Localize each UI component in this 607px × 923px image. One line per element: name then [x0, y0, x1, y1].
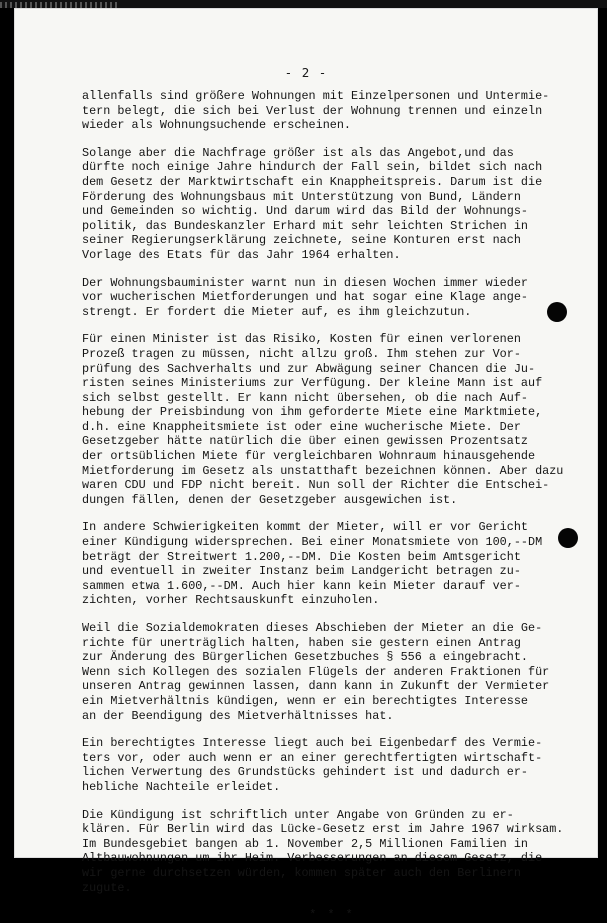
text-line: ters vor, oder auch wenn er an einer gerechtfertigten wirtschaft-	[82, 750, 543, 765]
text-line: tern belegt, die sich bei Verlust der Wohnung trennen und einzeln	[82, 103, 543, 118]
document-page	[14, 8, 598, 923]
text-line: Förderung des Wohnungsbaus mit Unterstützung von Bund, Ländern	[82, 189, 521, 204]
text-line: Vorlage des Etats für das Jahr 1964 erhalten.	[82, 247, 401, 262]
text-line: richte für unerträglich halten, haben sie gestern einen Antrag	[82, 635, 521, 650]
punch-hole-icon	[558, 528, 578, 548]
text-line: In andere Schwierigkeiten kommt der Mieter, will er vor Gericht	[82, 520, 528, 535]
paragraph	[82, 146, 582, 263]
text-line: seiner Regierungserklärung zeichnete, seine Konturen erst nach	[82, 233, 521, 248]
text-line: unseren Antrag gewinnen lassen, dann kann in Zukunft der Vermieter	[82, 679, 550, 694]
text-line: und eventuell in zweiter Instanz beim Landgericht betragen zu-	[82, 564, 521, 579]
text-line: Die Kündigung ist schriftlich unter Angabe von Gründen zu er-	[82, 807, 514, 822]
text-line: Solange aber die Nachfrage größer ist als das Angebot,und das	[82, 145, 514, 160]
text-line: Mietforderung im Gesetz als unstatthaft bezeichnen können. Aber dazu	[82, 463, 564, 478]
text-line: hebliche Nachteile erleidet.	[82, 779, 281, 794]
paragraph	[82, 276, 582, 320]
page-number: - 2 -	[284, 65, 328, 80]
text-line: sammen etwa 1.600,--DM. Auch hier kann kein Mieter darauf ver-	[82, 578, 521, 593]
text-line: prüfung des Sachverhalts und zur Abwägung seiner Chancen die Ju-	[82, 361, 536, 376]
paragraph	[82, 736, 582, 794]
text-line: ein Mietverhältnis kündigen, wenn er ein berechtigtes Interesse	[82, 693, 528, 708]
text-line: dungen fällen, denen der Gesetzgeber ausgewichen ist.	[82, 492, 458, 507]
text-line: und Gemeinden so wichtig. Und darum wird das Bild der Wohnungs-	[82, 204, 528, 219]
paragraph	[82, 808, 582, 896]
paragraph	[82, 621, 582, 723]
text-line: Prozeß tragen zu müssen, nicht allzu groß. Ihm stehen zur Vor-	[82, 346, 521, 361]
text-line: d.h. eine Knappheitsmiete ist oder eine wucherische Miete. Der	[82, 419, 521, 434]
text-line: einer Kündigung widersprechen. Bei einer Monatsmiete von 100,--DM	[82, 535, 543, 550]
text-line: Im Bundesgebiet bangen ab 1. November 2,5 Millionen Familien in	[82, 836, 528, 851]
text-line: Gesetzgeber hätte natürlich die über einen gewissen Prozentsatz	[82, 434, 528, 449]
text-line: Altbauwohnungen um ihr Heim. Verbesserungen an diesem Gesetz, die	[82, 851, 543, 866]
text-line: beträgt der Streitwert 1.200,--DM. Die Kosten beim Amtsgericht	[82, 549, 521, 564]
text-line: Der Wohnungsbauminister warnt nun in diesen Wochen immer wieder	[82, 275, 528, 290]
text-line: vor wucherischen Mietforderungen und hat sogar eine Klage ange-	[82, 290, 528, 305]
text-line: allenfalls sind größere Wohnungen mit Einzelpersonen und Untermie-	[82, 89, 550, 103]
text-line: lichen Verwertung des Grundstücks gehindert ist und dadurch er-	[82, 765, 528, 780]
punch-hole-icon	[547, 302, 567, 322]
paragraph	[82, 332, 582, 507]
paragraph	[82, 520, 582, 608]
text-line: wieder als Wohnungsuchende erscheinen.	[82, 118, 352, 133]
text-line: dem Gesetz der Marktwirtschaft ein Knappheitspreis. Darum ist die	[82, 174, 543, 189]
text-line: wir gerne durchsetzen würden, kommen später auch den Berlinern	[82, 865, 521, 880]
text-line: zur Änderung des Bürgerlichen Gesetzbuches § 556 a eingebracht.	[82, 650, 528, 665]
paragraph	[82, 89, 582, 133]
text-line: Wenn sich Kollegen des sozialen Flügels der anderen Fraktionen für	[82, 664, 550, 679]
text-line: klären. Für Berlin wird das Lücke-Gesetz erst im Jahre 1967 wirksam.	[82, 822, 564, 837]
text-line: Für einen Minister ist das Risiko, Kosten für einen verlorenen	[82, 332, 521, 347]
text-line: der ortsüblichen Miete für vergleichbaren Wohnraum hinausgehende	[82, 449, 536, 464]
text-line: Ein berechtigtes Interesse liegt auch bei Eigenbedarf des Vermie-	[82, 736, 543, 751]
text-line: risten seines Ministeriums zur Verfügung. Der kleine Mann ist auf	[82, 376, 543, 391]
document-body	[82, 89, 582, 923]
text-line: Weil die Sozialdemokraten dieses Abschieben der Mieter an die Ge-	[82, 621, 543, 635]
text-line: zugute.	[82, 880, 132, 895]
text-line: hebung der Preisbindung von ihm geforderte Miete eine Marktmiete,	[82, 405, 543, 420]
text-line: waren CDU und FDP nicht bereit. Nun soll der Richter die Entschei-	[82, 478, 550, 493]
text-line: an der Beendigung des Mietverhältnisses hat.	[82, 708, 394, 723]
text-line: dürfte noch einige Jahre hindurch der Fall sein, bildet sich nach	[82, 160, 543, 175]
text-line: sich selbst gestellt. Er kann nicht übersehen, ob die nach Auf-	[82, 390, 528, 405]
text-line: zichten, vorher Rechtsauskunft einzuholen.	[82, 593, 380, 608]
text-line: strengt. Er fordert die Mieter auf, es ihm gleichzutun.	[82, 304, 472, 319]
closing-mark: * * *	[309, 908, 355, 923]
text-line: politik, das Bundeskanzler Erhard mit sehr leichten Strichen in	[82, 218, 528, 233]
